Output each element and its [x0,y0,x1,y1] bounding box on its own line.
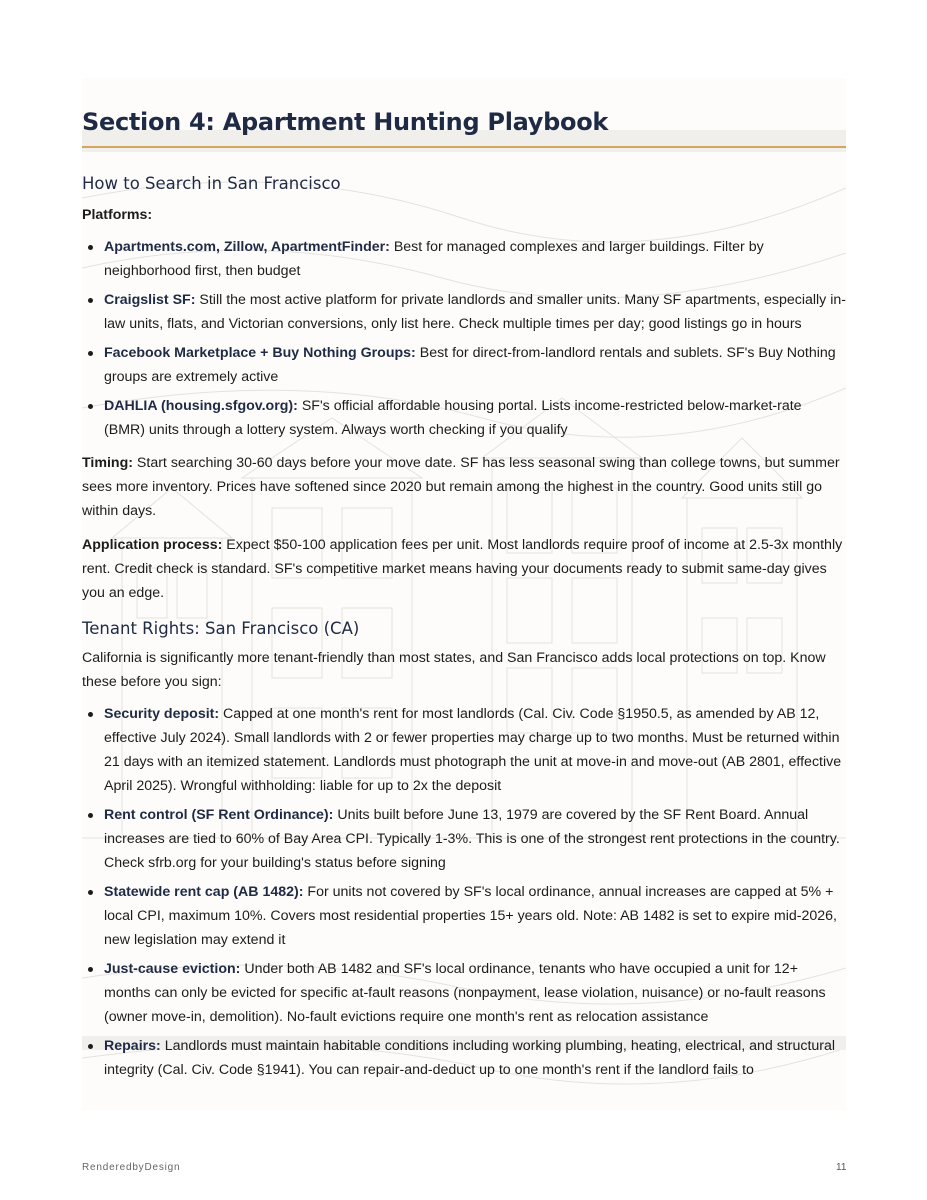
footer-brand: RenderedbyDesign [82,1162,181,1173]
list-item-text: Best for managed complexes and larger buildings. Filter by neighborhood first, then budget [104,239,764,279]
list-item-text: Best for direct-from-landlord rentals and sublets. SF's Buy Nothing groups are extremely active [104,345,836,385]
list-item-text: Still the most active platform for private landlords and smaller units. Many SF apartments, especially in-law units, flats, and Victorian conversions, only list here. Check multiple times per day; good listings go in hours [104,292,846,332]
platforms-list [82,235,846,442]
list-item-term: Apartments.com, Zillow, ApartmentFinder: [104,239,390,255]
list-item-term: Facebook Marketplace + Buy Nothing Groups: [104,345,416,361]
list-item-term: Just-cause eviction: [104,961,241,977]
timing-text: Start searching 30-60 days before your move date. SF has less seasonal swing than college towns, but summer sees more inventory. Prices have softened since 2020 but remain among the highest in the country. Good units still go within days. [82,455,840,519]
page-number: 11 [836,1162,847,1173]
list-item [82,880,846,952]
application-label: Application process: [82,537,223,553]
rights-heading: Tenant Rights: San Francisco (CA) [82,619,360,638]
list-item-text: Units built before June 13, 1979 are covered by the SF Rent Board. Annual increases are tied to 60% of Bay Area CPI. Typically 1-3%. This is one of the strongest rent protections in the country. Check sfrb.org for your building's status before signing [104,807,840,871]
list-item-term: Rent control (SF Rent Ordinance): [104,807,334,823]
list-item-term: Security deposit: [104,706,220,722]
list-item-text: Capped at one month's rent for most landlords (Cal. Civ. Code §1950.5, as amended by AB 12, effective July 2024). Small landlords with 2 or fewer properties may charge up to two months. Must be returned within 21 days with an itemized statement. Landlords must photograph the unit at move-in and move-out (AB 2801, effective April 2025). Wrongful withholding: liable for up to 2x the deposit [104,706,842,794]
timing-label: Timing: [82,455,133,471]
list-item [82,394,846,442]
list-item-text: Under both AB 1482 and SF's local ordinance, tenants who have occupied a unit for 12+ months can only be evicted for specific at-fault reasons (nonpayment, lease violation, nuisance) or no-fault reasons (owner move-in, demolition). No-fault evictions require one month's rent as relocation assistance [104,961,826,1025]
list-item-text: For units not covered by SF's local ordinance, annual increases are capped at 5% + local CPI, maximum 10%. Covers most residential properties 15+ years old. Note: AB 1482 is set to expire mid-2026, new legislation may extend it [104,884,837,948]
page-title: Section 4: Apartment Hunting Playbook [82,108,846,148]
list-item [82,803,846,875]
list-item [82,957,846,1029]
list-item-term: DAHLIA (housing.sfgov.org): [104,398,298,414]
list-item-text: Landlords must maintain habitable conditions including working plumbing, heating, electrical, and structural integrity (Cal. Civ. Code §1941). You can repair-and-deduct up to one month's rent if the landlord fails to [104,1038,836,1078]
application-paragraph [82,533,846,605]
list-item-term: Statewide rent cap (AB 1482): [104,884,304,900]
list-item [82,702,846,798]
list-item [82,235,846,283]
list-item-term: Craigslist SF: [104,292,196,308]
list-item [82,288,846,336]
platforms-label: Platforms: [82,207,153,223]
page-content [82,108,846,1082]
timing-paragraph [82,451,846,523]
rights-list [82,702,846,1082]
list-item [82,1034,846,1082]
list-item [82,341,846,389]
rights-intro: California is significantly more tenant-friendly than most states, and San Francisco adds local protections on top. Know these before you sign: [82,650,826,690]
list-item-term: Repairs: [104,1038,161,1054]
search-heading: How to Search in San Francisco [82,174,341,193]
application-text: Expect $50-100 application fees per unit. Most landlords require proof of income at 2.5-3x monthly rent. Credit check is standard. SF's competitive market means having your documents ready to submit same-day gives you an edge. [82,537,843,601]
list-item-text: SF's official affordable housing portal. Lists income-restricted below-market-rate (BMR) units through a lottery system. Always worth checking if you qualify [104,398,802,438]
